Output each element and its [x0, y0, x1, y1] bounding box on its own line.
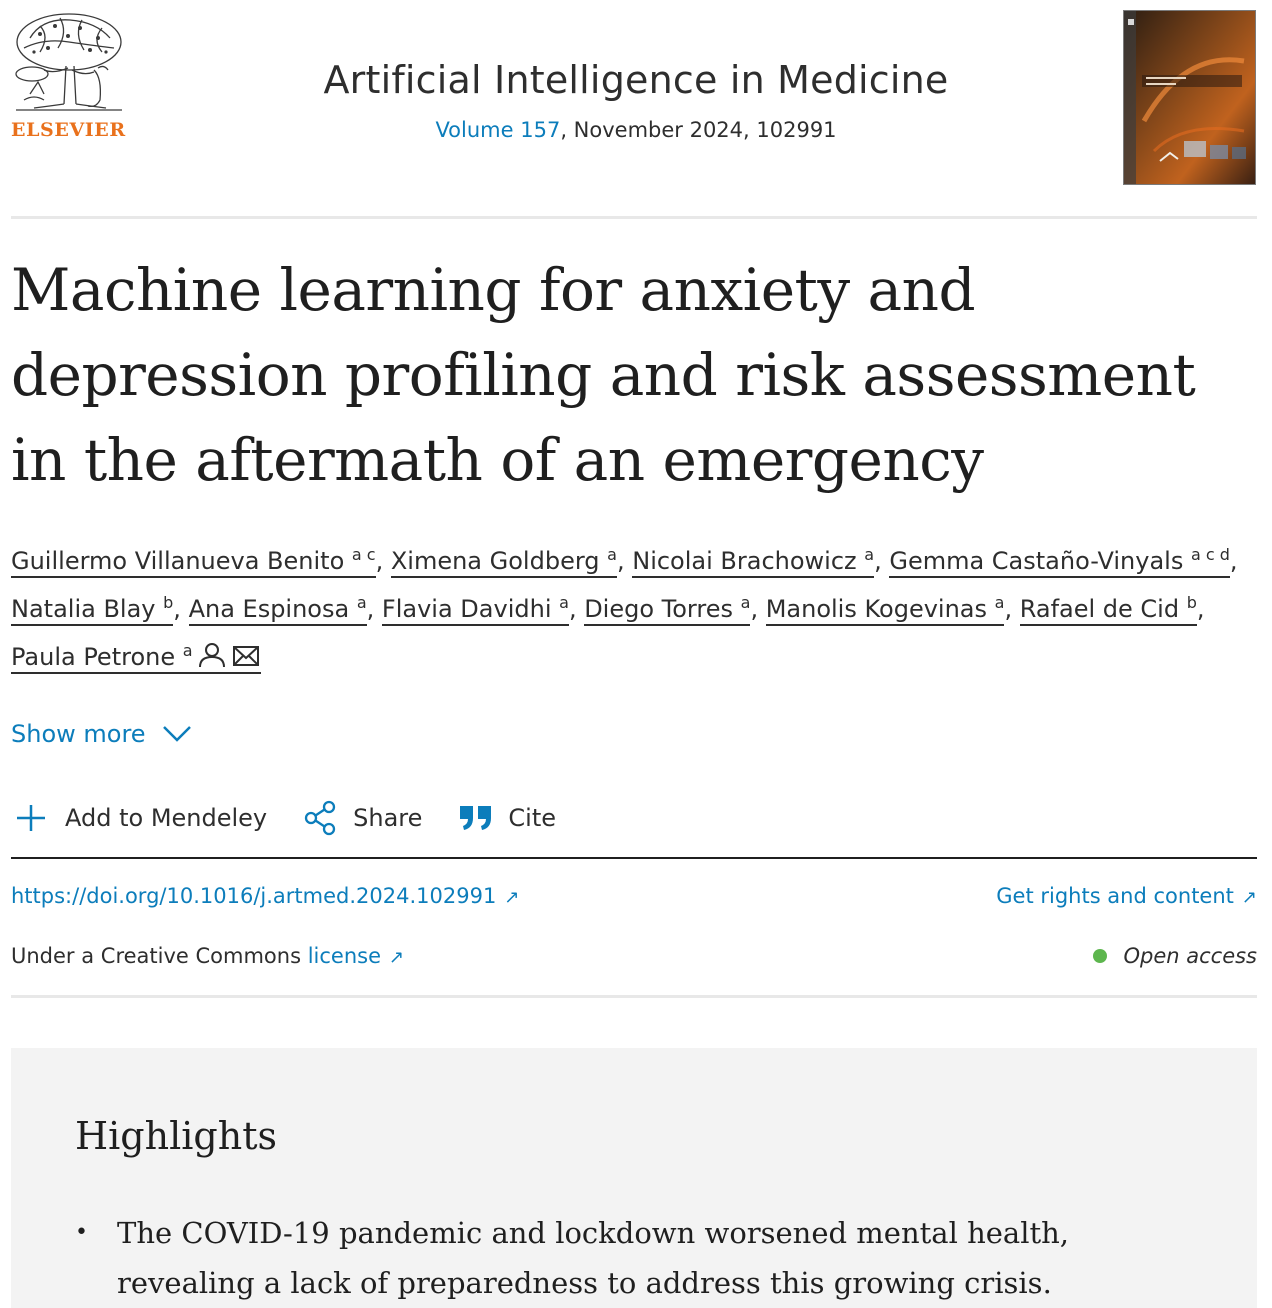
doi-link[interactable]: [11, 884, 519, 908]
author-separator: ,: [750, 595, 766, 623]
elsevier-logo[interactable]: [10, 8, 130, 144]
rights-text: Get rights and content: [996, 884, 1234, 908]
cite-label: Cite: [508, 804, 557, 832]
author-link[interactable]: [391, 547, 617, 578]
author-separator: ,: [616, 547, 633, 575]
author-name: Natalia Blay: [11, 595, 156, 623]
journal-issue-info: [226, 118, 1046, 142]
author-separator: ,: [1004, 595, 1020, 623]
envelope-icon: [231, 644, 261, 668]
author-separator: ,: [366, 595, 382, 623]
highlight-item: [75, 1208, 1135, 1308]
mendeley-label: Add to Mendeley: [65, 804, 268, 832]
author-affiliation: b: [163, 593, 174, 612]
show-more-label: Show more: [11, 720, 146, 748]
journal-header: [226, 58, 1046, 142]
plus-icon: [11, 803, 51, 833]
author-link[interactable]: [889, 547, 1230, 578]
author-link[interactable]: [584, 595, 750, 626]
highlights-heading: Highlights: [75, 1114, 277, 1158]
author-name: Nicolai Brachowicz: [632, 547, 857, 575]
author-link[interactable]: [189, 595, 367, 626]
author-separator: ,: [375, 547, 391, 575]
share-button[interactable]: [303, 800, 422, 836]
author-link[interactable]: [382, 595, 569, 626]
show-more-button[interactable]: [11, 720, 192, 748]
author-name: Paula Petrone: [11, 643, 176, 671]
rights-and-content-link[interactable]: [996, 884, 1257, 908]
open-access-dot-icon: [1093, 949, 1107, 963]
elsevier-tree-icon: [10, 8, 128, 116]
highlights-section: [11, 1048, 1257, 1308]
journal-title-link[interactable]: Artificial Intelligence in Medicine: [323, 58, 949, 102]
author-affiliation: a c: [351, 545, 376, 564]
doi-text: https://doi.org/10.1016/j.artmed.2024.102991: [11, 884, 497, 908]
author-separator: ,: [1196, 595, 1205, 623]
author-separator: ,: [568, 595, 585, 623]
chevron-down-icon: [162, 725, 192, 743]
author-affiliation: a c d: [1190, 545, 1230, 564]
author-affiliation: a: [994, 593, 1005, 612]
author-name: Guillermo Villanueva Benito: [11, 547, 345, 575]
article-toolbar: [11, 796, 592, 840]
license-text: license: [307, 944, 382, 968]
elsevier-wordmark: ELSEVIER: [11, 119, 126, 141]
journal-cover-image[interactable]: [1123, 10, 1256, 185]
author-affiliation: a: [356, 593, 367, 612]
quote-icon: [458, 803, 494, 833]
author-link[interactable]: [766, 595, 1005, 626]
license-prefix: Under a Creative Commons: [11, 944, 308, 968]
share-label: Share: [353, 804, 423, 832]
author-link[interactable]: [1020, 595, 1197, 626]
cover-artwork-icon: [1124, 11, 1255, 184]
author-name: Gemma Castaño-Vinyals: [889, 547, 1184, 575]
highlight-text: The COVID-19 pandemic and lockdown worsened mental health, revealing a lack of preparedness to address this growing crisis.: [117, 1216, 1070, 1300]
volume-link[interactable]: Volume 157: [435, 118, 561, 142]
toolbar-divider: [11, 857, 1257, 859]
author-separator: ,: [1229, 547, 1238, 575]
author-link[interactable]: [11, 595, 173, 626]
author-separator: ,: [874, 547, 890, 575]
external-link-icon: ↗: [389, 947, 405, 968]
issue-details: , November 2024, 102991: [560, 118, 837, 142]
person-icon: [197, 642, 227, 668]
author-name: Ximena Goldberg: [390, 547, 600, 575]
open-access-badge: [1093, 944, 1257, 968]
author-affiliation: a: [864, 545, 875, 564]
author-affiliation: a: [182, 641, 193, 660]
license-line: [11, 944, 404, 968]
author-name: Manolis Kogevinas: [765, 595, 987, 623]
author-affiliation: a: [607, 545, 617, 564]
article-title: Machine learning for anxiety and depression profiling and risk assessment in the aftermath of an emergency: [11, 256, 1196, 494]
author-list: [11, 537, 1261, 681]
share-icon: [303, 800, 339, 836]
header-divider: [11, 216, 1257, 219]
open-access-label: Open access: [1123, 944, 1257, 968]
cite-button[interactable]: [458, 803, 556, 833]
license-link[interactable]: [308, 944, 404, 968]
author-name: Ana Espinosa: [188, 595, 350, 623]
author-name: Flavia Davidhi: [381, 595, 552, 623]
author-link[interactable]: [11, 547, 376, 578]
author-link-corresponding[interactable]: [11, 643, 261, 674]
author-affiliation: b: [1186, 593, 1197, 612]
external-link-icon: ↗: [504, 887, 520, 908]
author-name: Diego Torres: [584, 595, 733, 623]
external-link-icon: ↗: [1241, 887, 1257, 908]
author-link[interactable]: [632, 547, 874, 578]
add-to-mendeley-button[interactable]: [11, 803, 267, 833]
bullet-icon: •: [75, 1220, 88, 1245]
author-affiliation: a: [740, 593, 751, 612]
author-separator: ,: [173, 595, 189, 623]
meta-divider: [11, 995, 1257, 998]
author-name: Rafael de Cid: [1019, 595, 1180, 623]
author-affiliation: a: [559, 593, 569, 612]
